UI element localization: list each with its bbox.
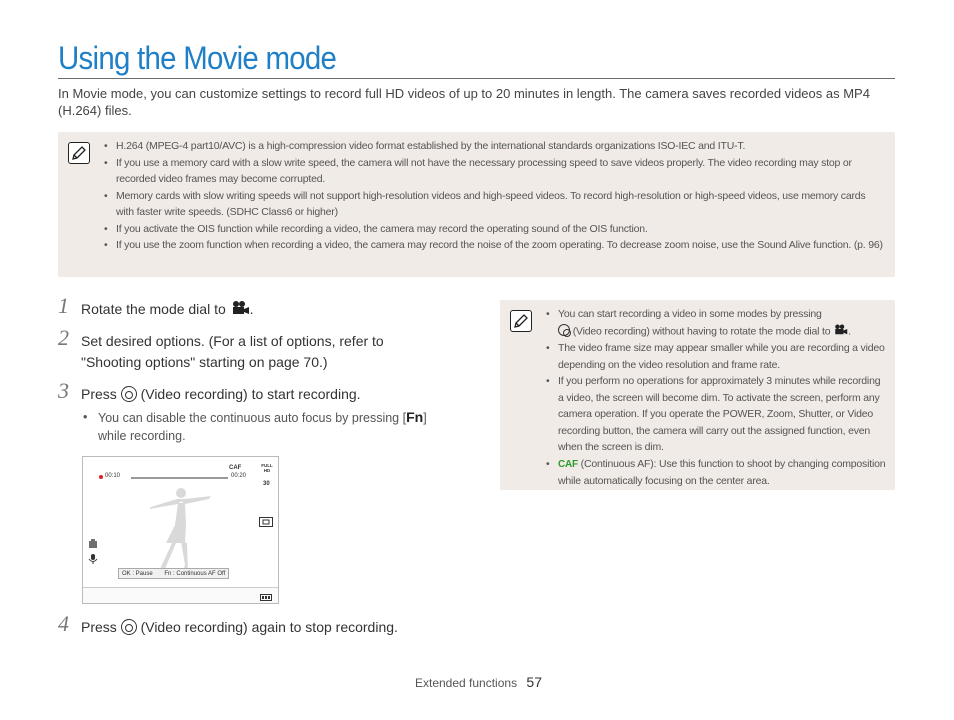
note-item: • The video frame size may appear smaller while you are recording a video depending on the video resolution and frame rate. [546,340,886,373]
step-number: 2 [58,325,69,350]
caf-indicator: CAF [229,465,242,471]
step-text: Press [81,386,117,402]
caf-icon: CAF [558,458,578,470]
right-note-box [500,300,895,490]
step-text: Set desired options. (For a list of options, refer to "Shooting options" starting on page 70.) [81,333,384,370]
note-pencil-icon [510,310,532,332]
camera-screen-illustration [82,456,279,604]
note-item: • CAF (Continuous AF): Use this function to shoot by changing composition while automatically focusing on the center area. [546,456,886,490]
full-hd-icon: FULL HD [261,463,273,473]
step-number: 1 [58,293,69,318]
remaining-time: 00:20 [231,473,247,479]
video-record-button-icon [558,324,570,336]
screen-status-bar [83,587,279,604]
right-note-list [546,306,886,490]
page-number: 57 [526,674,542,690]
fn-af-label: Fn : Continuous AF Off [164,571,226,577]
step-text: Press [81,619,117,635]
note-item: • You can start recording a video in some modes by pressing (Video recording) without having to rotate the mode dial to . [546,306,886,340]
ok-fn-hint-label [118,568,229,579]
recording-progress-bar [131,477,228,479]
note-item: • If you activate the OIS function while recording a video, the camera may record the operating sound of the OIS function. [104,221,884,238]
focus-area-icon [259,517,273,527]
note-item: • If you perform no operations for approximately 3 minutes while recording a video, the screen will become dim. To activate the screen, perform any camera operation. If you operate the POWER, Zoom, Shutter, or Video recording button, the camera will carry out the assigned function, even when the screen is dim. [546,373,886,456]
elapsed-time: 00:10 [105,473,121,479]
video-record-button-icon [121,619,137,635]
video-record-button-icon [121,386,137,402]
note-item: • Memory cards with slow writing speeds will not support high-resolution videos and high-speed videos. To record high-resolution or high-speed videos, use memory cards with faster write speeds. (SDHC Class6 or higher) [104,188,884,221]
intro-paragraph: In Movie mode, you can customize settings to record full HD videos of up to 20 minutes in length. The camera saves recorded videos as MP4 (H.264) files. [58,86,870,118]
microphone-icon [87,553,99,565]
note-pencil-icon [68,142,90,164]
frame-rate-icon: 30 [263,481,270,487]
title-divider [58,78,895,79]
step-number: 4 [58,611,69,636]
movie-camera-icon [833,323,848,341]
fn-key-label: Fn [406,409,424,425]
recording-dot-icon [99,475,103,479]
page-footer [415,674,542,690]
ok-pause-label: OK : Pause [122,571,153,577]
note-item: • H.264 (MPEG-4 part10/AVC) is a high-compression video format established by the international standards organizations ISO-IEC and ITU-T. [104,138,884,155]
top-note-list [104,138,884,254]
step-text: Rotate the mode dial to [81,301,226,317]
movie-camera-icon [230,299,250,321]
footer-section: Extended functions [415,676,518,690]
top-note-box [58,132,895,277]
note-item: • If you use the zoom function when recording a video, the camera may record the noise of the zoom operating. To decrease zoom noise, use the Sound Alive function. (p. 96) [104,237,884,254]
note-item: • If you use a memory card with a slow write speed, the camera will not have the necessary processing speed to save videos properly. The video recording may stop or recorded video frames may become corrupted. [104,155,884,188]
step-number: 3 [58,378,69,403]
step-3-sub-bullet: • You can disable the continuous auto focus by pressing [Fn] while recording. [83,408,443,445]
ois-hand-icon [87,537,99,549]
battery-icon [260,594,272,601]
page-title: Using the Movie mode [58,40,337,76]
dancer-figure-image [141,485,221,573]
